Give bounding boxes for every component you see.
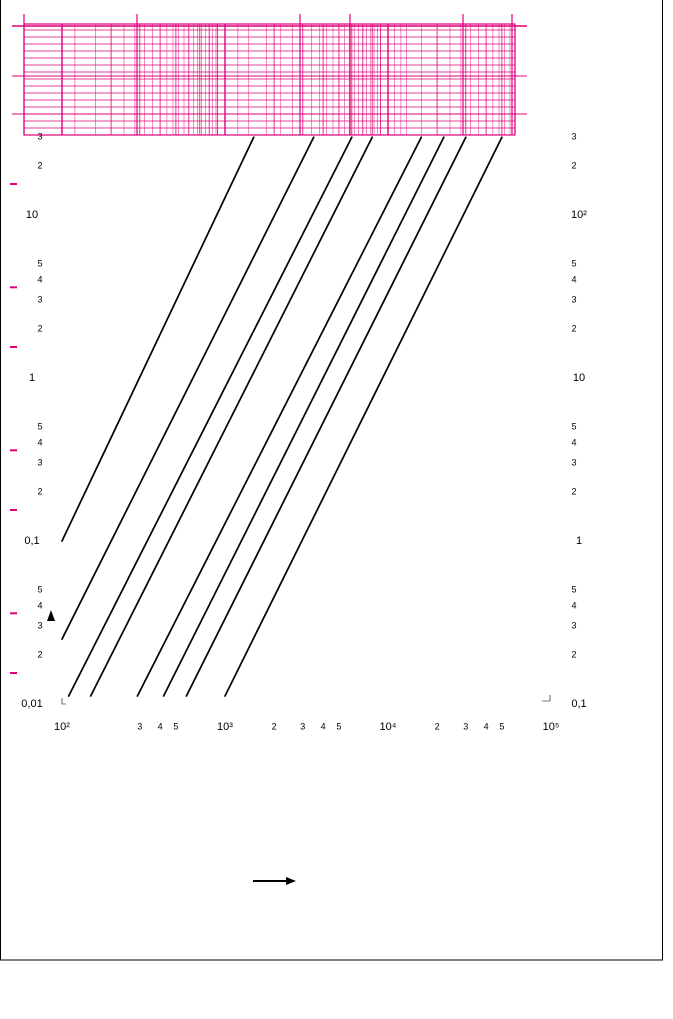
y-left-tick-label: 5: [37, 584, 43, 595]
y-left-tick-label: 3: [37, 294, 43, 305]
series-line-1: [62, 137, 254, 541]
corner-marks: [62, 695, 550, 704]
y-right-tick-label: 3: [571, 620, 577, 631]
y-left-tick-label: 4: [37, 274, 43, 285]
y-left-tick-label: 2: [37, 323, 43, 334]
y-left-tick-label: 5: [37, 258, 43, 269]
y-left-tick-label: 2: [37, 486, 43, 497]
y-left-tick-label: 0,1: [24, 534, 40, 547]
x-tick-label: 2: [434, 721, 440, 732]
y-right-tick-label: 3: [571, 294, 577, 305]
x-tick-label: 4: [157, 721, 163, 732]
y-left-tick-label: 4: [37, 600, 43, 611]
series-line-4: [91, 137, 373, 696]
y-right-tick-label: 4: [571, 600, 577, 611]
y-right-tick-label: 2: [571, 323, 577, 334]
x-tick-label: 10²: [54, 720, 70, 733]
arrow-right-icon: [253, 877, 296, 885]
y-left-tick-label: 5: [37, 421, 43, 432]
series-line-2: [62, 137, 314, 639]
y-right-tick-label: 10²: [571, 208, 587, 221]
y-left-tick-label: 0,01: [21, 697, 43, 710]
y-right-tick-label: 2: [571, 649, 577, 660]
x-tick-label: 4: [320, 721, 326, 732]
y-left-tick-label: 1: [28, 371, 36, 384]
series-line-6: [164, 137, 444, 696]
y-axis-right-ticks: [571, 132, 587, 710]
y-right-tick-label: 2: [571, 486, 577, 497]
y-left-tick-label: 3: [37, 620, 43, 631]
corner-mark-right: [542, 695, 550, 701]
y-right-tick-label: 5: [571, 258, 577, 269]
x-tick-label: 2: [271, 721, 277, 732]
y-right-tick-label: 0,1: [571, 697, 587, 710]
grid-border: [24, 24, 515, 135]
x-tick-label: 10⁴: [379, 720, 397, 733]
y-right-tick-label: 3: [571, 131, 577, 142]
y-left-tick-label: 2: [37, 160, 43, 171]
corner-mark-left: [62, 698, 66, 704]
x-tick-label: 5: [499, 721, 505, 732]
series-line-8: [225, 137, 502, 696]
x-axis-ticks: [54, 721, 559, 733]
series-line-3: [69, 137, 352, 696]
y-left-tick-label: 3: [37, 457, 43, 468]
y-right-tick-label: 5: [571, 421, 577, 432]
y-right-tick-label: 10: [572, 371, 586, 384]
x-tick-label: 5: [336, 721, 342, 732]
x-tick-label: 3: [300, 721, 306, 732]
y-right-tick-label: 1: [575, 534, 583, 547]
y-right-tick-label: 4: [571, 437, 577, 448]
series-line-5: [137, 137, 421, 696]
y-axis-left-ticks: [21, 132, 42, 710]
x-tick-label: 3: [463, 721, 469, 732]
x-tick-label: 4: [483, 721, 489, 732]
series-line-7: [186, 137, 465, 696]
y-left-tick-label: 3: [37, 131, 43, 142]
y-right-tick-label: 5: [571, 584, 577, 595]
x-tick-label: 10⁵: [542, 720, 560, 733]
y-left-tick-label: 2: [37, 649, 43, 660]
y-right-tick-label: 4: [571, 274, 577, 285]
y-right-tick-label: 2: [571, 160, 577, 171]
y-left-tick-label: 4: [37, 437, 43, 448]
x-tick-label: 5: [173, 721, 179, 732]
arrow-up-icon: [47, 610, 55, 621]
y-left-tick-label: 10: [25, 208, 39, 221]
y-right-tick-label: 3: [571, 457, 577, 468]
series-lines: [62, 137, 502, 696]
x-tick-label: 3: [137, 721, 143, 732]
x-tick-label: 10³: [217, 720, 233, 733]
